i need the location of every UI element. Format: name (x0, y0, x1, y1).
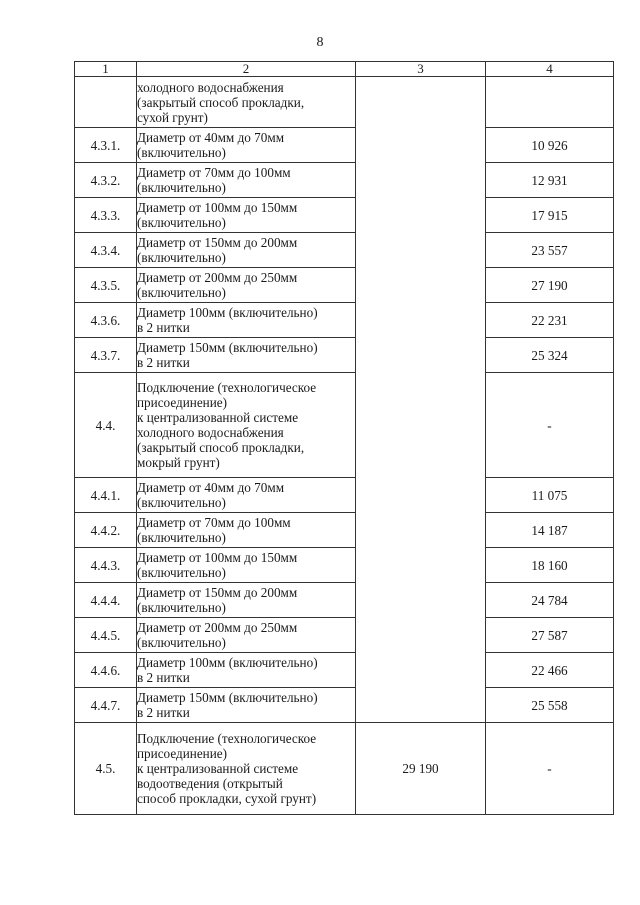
column-header-2: 2 (137, 62, 356, 77)
row-value-col4: 17 915 (486, 198, 614, 233)
row-value-col3 (356, 77, 486, 723)
table-row (75, 77, 614, 128)
row-description: Диаметр от 40мм до 70мм (включительно) (137, 128, 356, 163)
row-number: 4.3.6. (75, 303, 137, 338)
row-description: Подключение (технологическое присоединение) к централизованной системе холодного водоснабжения (закрытый способ прокладки, мокрый грунт) (137, 373, 356, 478)
row-value-col4 (486, 77, 614, 128)
row-number: 4.3.7. (75, 338, 137, 373)
table-row (75, 303, 614, 338)
row-description: Диаметр 100мм (включительно) в 2 нитки (137, 653, 356, 688)
row-number (75, 77, 137, 128)
row-number: 4.3.5. (75, 268, 137, 303)
table-row (75, 128, 614, 163)
page-number: 8 (316, 35, 324, 50)
column-header-4: 4 (486, 62, 614, 77)
row-description: Диаметр от 100мм до 150мм (включительно) (137, 198, 356, 233)
row-value-col4: 25 558 (486, 688, 614, 723)
table-row (75, 338, 614, 373)
table-row (75, 513, 614, 548)
table-header-row (75, 62, 614, 77)
row-value-col4: 14 187 (486, 513, 614, 548)
row-number: 4.4.2. (75, 513, 137, 548)
row-value-col3: 29 190 (356, 723, 486, 815)
row-number: 4.4.5. (75, 618, 137, 653)
table-row (75, 268, 614, 303)
row-value-col4: 27 190 (486, 268, 614, 303)
row-description: Подключение (технологическое присоединение) к централизованной системе водоотведения (открытый способ прокладки, сухой грунт) (137, 723, 356, 815)
row-value-col4: - (486, 723, 614, 815)
row-description: Диаметр от 40мм до 70мм (включительно) (137, 478, 356, 513)
row-value-col4: 24 784 (486, 583, 614, 618)
row-value-col4: - (486, 373, 614, 478)
row-description: Диаметр от 100мм до 150мм (включительно) (137, 548, 356, 583)
row-number: 4.3.1. (75, 128, 137, 163)
row-description: Диаметр от 70мм до 100мм (включительно) (137, 163, 356, 198)
row-number: 4.4.6. (75, 653, 137, 688)
table-row (75, 163, 614, 198)
row-number: 4.5. (75, 723, 137, 815)
table-row (75, 653, 614, 688)
row-number: 4.4.3. (75, 548, 137, 583)
row-value-col4: 25 324 (486, 338, 614, 373)
row-description: Диаметр от 150мм до 200мм (включительно) (137, 583, 356, 618)
row-number: 4.3.3. (75, 198, 137, 233)
tariff-table (74, 61, 614, 815)
row-description: Диаметр от 150мм до 200мм (включительно) (137, 233, 356, 268)
row-description: Диаметр от 70мм до 100мм (включительно) (137, 513, 356, 548)
row-value-col4: 10 926 (486, 128, 614, 163)
row-value-col4: 23 557 (486, 233, 614, 268)
row-value-col4: 22 231 (486, 303, 614, 338)
row-description: холодного водоснабжения (закрытый способ прокладки, сухой грунт) (137, 77, 356, 128)
row-description: Диаметр от 200мм до 250мм (включительно) (137, 268, 356, 303)
table-row (75, 618, 614, 653)
row-description: Диаметр 150мм (включительно) в 2 нитки (137, 338, 356, 373)
row-number: 4.3.4. (75, 233, 137, 268)
table-row (75, 688, 614, 723)
column-header-1: 1 (75, 62, 137, 77)
table-row (75, 373, 614, 478)
row-number: 4.4.1. (75, 478, 137, 513)
column-header-3: 3 (356, 62, 486, 77)
row-value-col4: 22 466 (486, 653, 614, 688)
row-number: 4.4. (75, 373, 137, 478)
row-value-col4: 11 075 (486, 478, 614, 513)
table-row (75, 198, 614, 233)
row-description: Диаметр 100мм (включительно) в 2 нитки (137, 303, 356, 338)
row-number: 4.3.2. (75, 163, 137, 198)
row-value-col4: 18 160 (486, 548, 614, 583)
row-value-col4: 27 587 (486, 618, 614, 653)
table-row (75, 478, 614, 513)
row-description: Диаметр от 200мм до 250мм (включительно) (137, 618, 356, 653)
row-description: Диаметр 150мм (включительно) в 2 нитки (137, 688, 356, 723)
table-row (75, 548, 614, 583)
row-value-col4: 12 931 (486, 163, 614, 198)
row-number: 4.4.4. (75, 583, 137, 618)
table-row (75, 583, 614, 618)
table-row (75, 723, 614, 815)
table-row (75, 233, 614, 268)
row-number: 4.4.7. (75, 688, 137, 723)
